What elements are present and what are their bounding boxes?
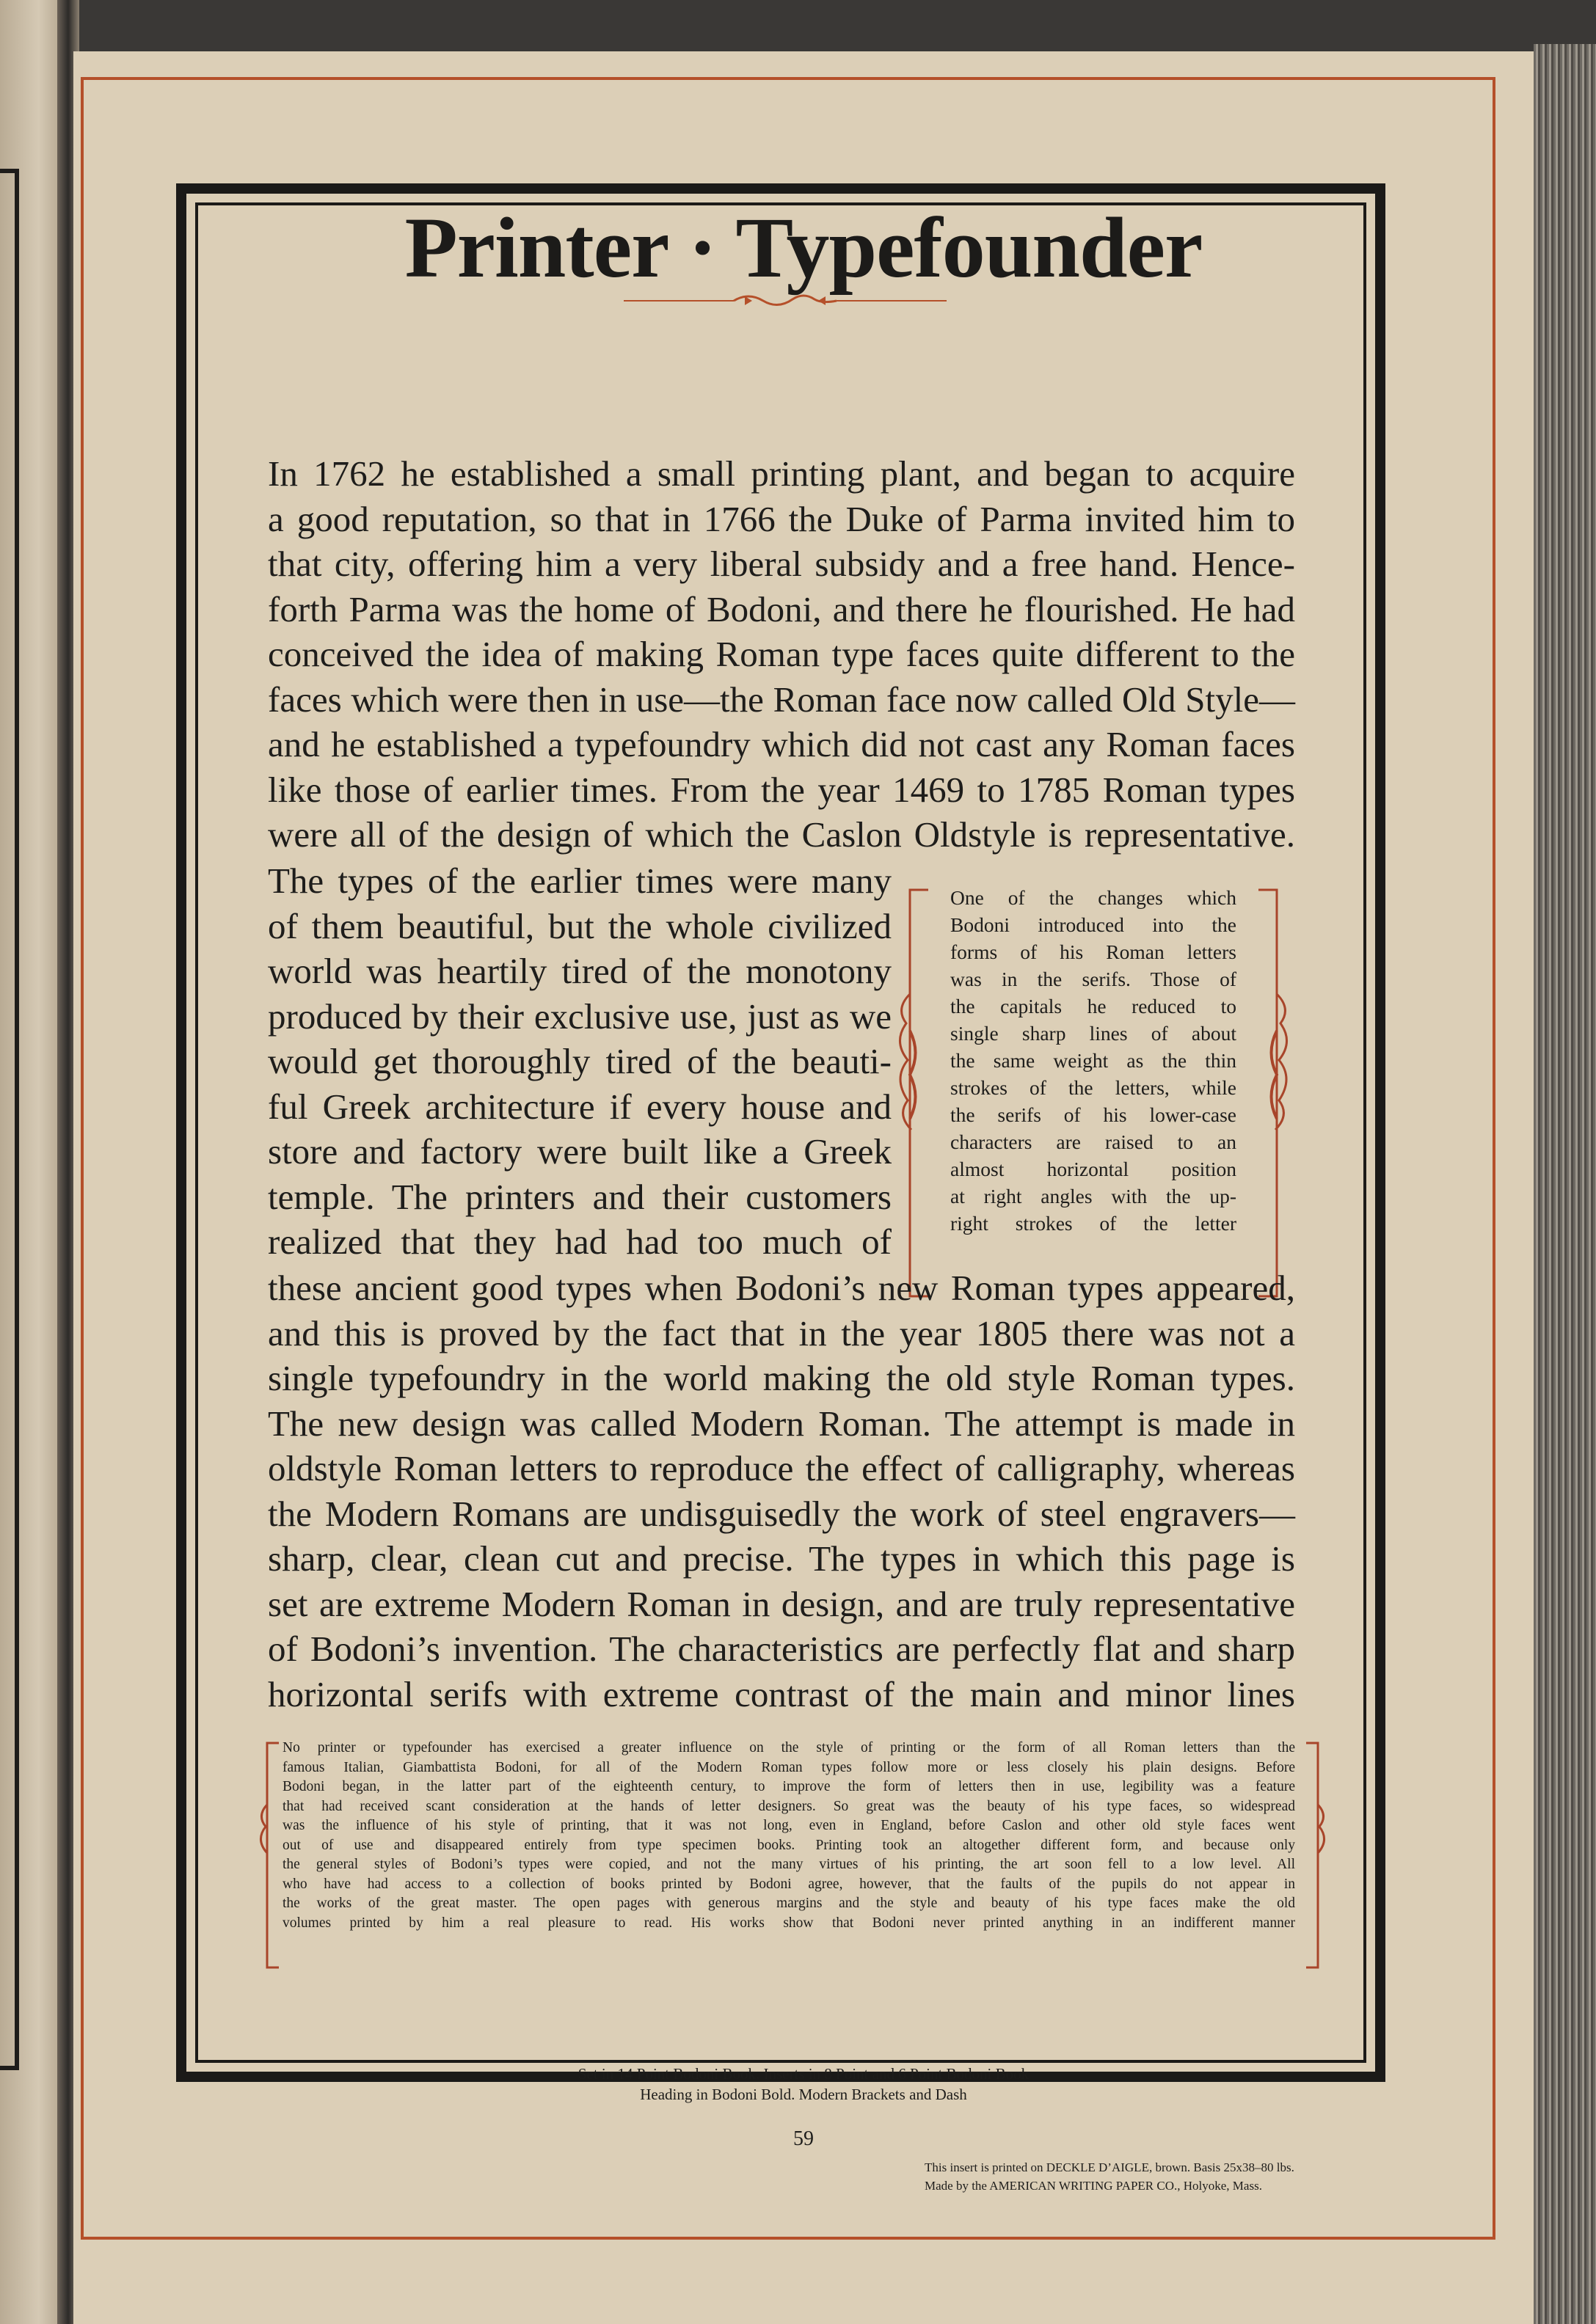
body-line: set are extreme Modern Roman in design, and are truly representative [268,1583,1295,1624]
body-line: realized that they had had too much of [268,1221,892,1262]
body-line: produced by their exclusive use, just as we [268,995,892,1037]
footnote-line: the works of the great master. The open pages with generous margins and the style and beauty of his type faces make the old [283,1896,1295,1911]
caption-line-2: Heading in Bodoni Bold. Modern Brackets and Dash [640,2086,967,2103]
sidebar-insert [895,884,1291,1302]
footnote-text [283,1739,1295,1933]
body-line: single typefoundry in the world making the old style Roman types. [268,1358,1295,1398]
body-line: a good reputation, so that in 1766 the Duke of Parma invited him to [268,498,1295,539]
body-line: oldstyle Roman letters to reproduce the effect of calligraphy, whereas [268,1448,1295,1488]
footnote-insert [257,1739,1328,1973]
left-bracket-icon [895,884,947,1302]
body-line: store and factory were built like a Greek [268,1131,892,1172]
footnote-line: Bodoni began, in the latter part of the eighteenth century, to improve the form of letters then in use, legibility was a feature [283,1779,1295,1794]
sidebar-line: characters are raised to an [950,1130,1236,1153]
body-line: In 1762 he established a small printing plant, and began to acquire [268,453,1295,494]
body-line: world was heartily tired of the monotony [268,951,892,991]
footnote-line: volumes printed by him a real pleasure to read. His works show that Bodoni never printed anything in an indifferent manner [283,1915,1295,1931]
footnote-line: was the influence of his style of printing, that it was not long, even in England, before Caslon and other old style faces went [283,1818,1295,1833]
sidebar-line: the serifs of his lower-case [950,1103,1236,1126]
body-line: horizontal serifs with extreme contrast of the main and minor lines [268,1673,1295,1714]
footnote-line: that had received scant consideration at the hands of letter designers. So great was the beauty of his type faces, so widespread [283,1798,1295,1814]
sidebar-line: at right angles with the up- [950,1185,1236,1207]
body-line: that city, offering him a very liberal subsidy and a free hand. Hence- [268,544,1295,584]
body-line: temple. The printers and their customers [268,1176,892,1217]
body-line: were all of the design of which the Caslon Oldstyle is representative. [268,814,1295,855]
body-line: and this is proved by the fact that in the year 1805 there was not a [268,1312,1295,1353]
body-text-bottom [268,1265,1295,1717]
footnote-line: famous Italian, Giambattista Bodoni, for all of the Modern Roman types follow more or less closely his plain designs. Before [283,1759,1295,1775]
facing-page-frame [0,169,19,2070]
imprint-line-1: This insert is printed on DECKLE D’AIGLE, brown. Basis 25x38–80 lbs. [925,2160,1294,2174]
footnote-line: the general styles of Bodoni’s types were copied, and not the many virtues of his printing, the art soon fell to a low level. All [283,1857,1295,1872]
sidebar-text [950,884,1236,1237]
body-line: these ancient good types when Bodoni’s new Roman types appeared, [268,1268,1295,1308]
imprint-line-2: Made by the AMERICAN WRITING PAPER CO., Holyoke, Mass. [925,2179,1262,2193]
body-line: like those of earlier times. From the year 1469 to 1785 Roman types [268,769,1295,810]
body-line: the Modern Romans are undisguisedly the work of steel engravers— [268,1493,1295,1534]
book-page [73,51,1534,2324]
page-number: 59 [793,2127,814,2150]
sidebar-line: right strokes of the letter [950,1212,1236,1235]
page-stack-edge [1534,44,1596,2324]
sidebar-line: the same weight as the thin [950,1049,1236,1072]
body-line: would get thoroughly tired of the beauti- [268,1041,892,1081]
sidebar-line: forms of his Roman letters [950,940,1236,963]
body-line: of them beautiful, but the whole civilized [268,905,892,946]
sidebar-line: the capitals he reduced to [950,995,1236,1017]
sidebar-line: single sharp lines of about [950,1022,1236,1045]
footnote-line: who have had access to a collection of books printed by Bodoni agree, however, that the faults of the pupils do not appear in [283,1876,1295,1892]
page-title: Printer · Typefounder [404,200,1203,296]
body-line: conceived the idea of making Roman type faces quite different to the [268,634,1295,674]
footnote-left-bracket-icon [257,1739,286,1973]
body-line: of Bodoni’s invention. The characteristics are perfectly flat and sharp [268,1629,1295,1669]
body-line: ful Greek architecture if every house and [268,1086,892,1127]
body-text-top [268,451,1295,858]
body-line: and he established a typefoundry which did not cast any Roman faces [268,724,1295,764]
footnote-right-bracket-icon [1299,1739,1328,1973]
sidebar-line: strokes of the letters, while [950,1076,1236,1099]
body-line: faces which were then in use—the Roman face now called Old Style— [268,679,1295,720]
footnote-line: No printer or typefounder has exercised a greater influence on the style of printing or the form of all Roman letters than the [283,1740,1295,1755]
body-line: forth Parma was the home of Bodoni, and there he flourished. He had [268,588,1295,629]
footnote-line: out of use and disappeared entirely from type specimen books. Printing took an altogether different form, and because only [283,1837,1295,1853]
body-text-narrow [268,858,892,1265]
right-bracket-icon [1240,884,1291,1302]
body-line: The new design was called Modern Roman. The attempt is made in [268,1403,1295,1444]
dash-ornament-icon [624,286,947,315]
sidebar-line: almost horizontal position [950,1158,1236,1180]
caption-line-1: Set in 14 Point Bodoni Book. Inserts in 8 Point and 6 Point Bodoni Book [577,2065,1030,2083]
sidebar-line: was in the serifs. Those of [950,968,1236,990]
body-line: The types of the earlier times were many [268,860,892,901]
sidebar-line: Bodoni introduced into the [950,913,1236,936]
body-line: sharp, clear, clean cut and precise. The types in which this page is [268,1538,1295,1579]
sidebar-line: One of the changes which [950,886,1236,909]
